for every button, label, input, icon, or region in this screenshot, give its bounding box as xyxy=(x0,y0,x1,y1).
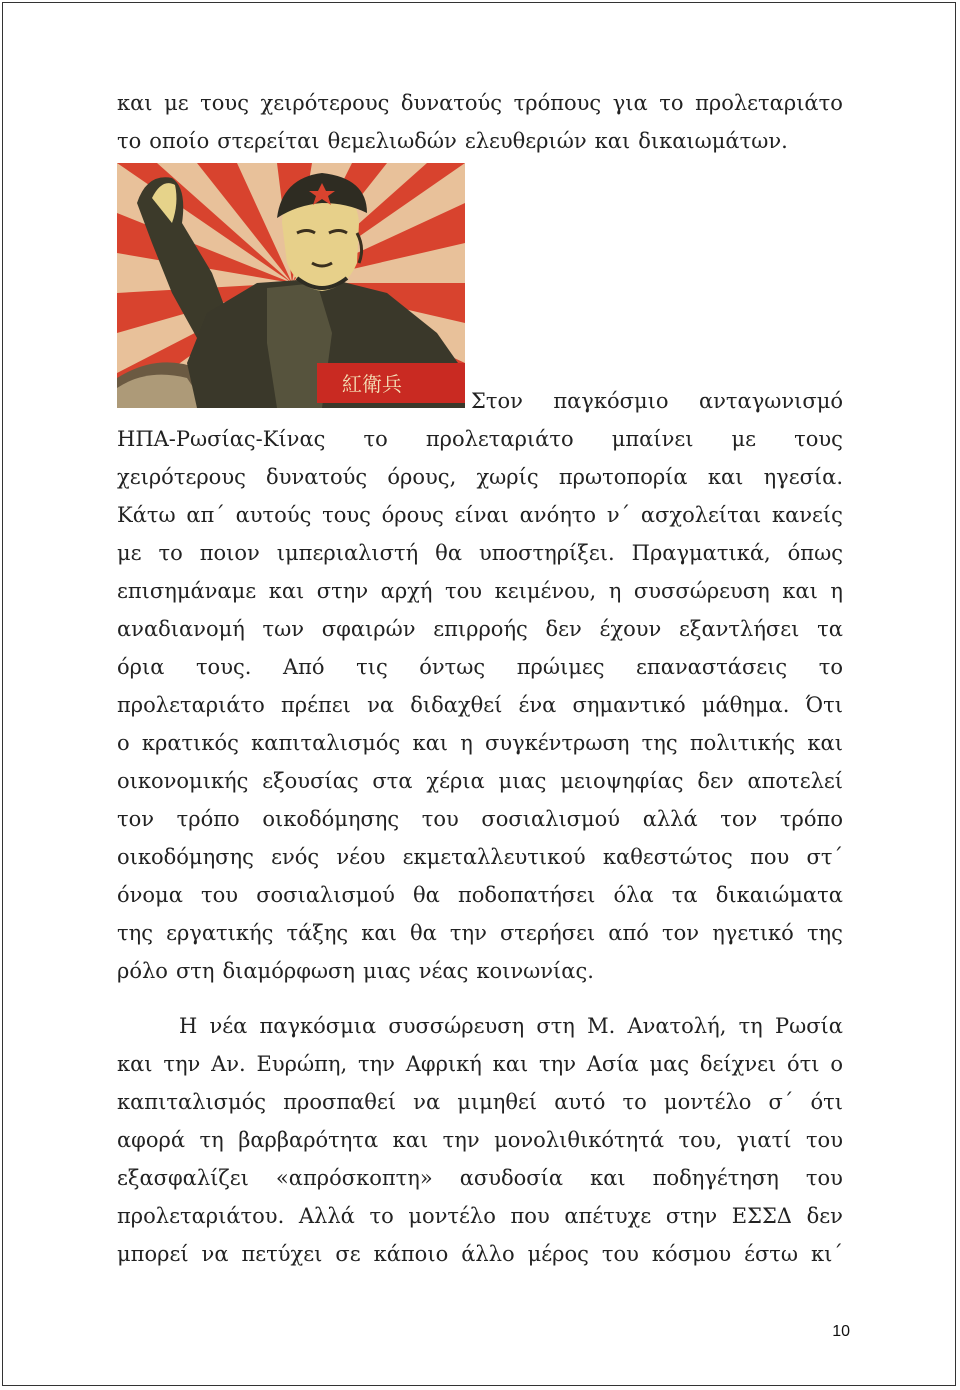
word: υποστηρίξει. xyxy=(478,541,615,565)
text-line xyxy=(117,686,843,724)
word: Αφρική xyxy=(405,1052,482,1076)
word: Μ. xyxy=(587,1014,616,1038)
text-line xyxy=(117,762,843,800)
word: πολιτικής xyxy=(689,731,796,755)
word: πρωτοπορία xyxy=(558,465,688,489)
word: προλεταριάτο xyxy=(117,693,265,717)
text-line xyxy=(117,800,843,838)
word: ιμπεριαλιστή xyxy=(276,541,419,565)
word: Κάτω xyxy=(117,503,176,527)
word: ανόητο xyxy=(519,503,597,527)
word: την xyxy=(539,1052,576,1076)
word: θεμελιωδών xyxy=(327,129,457,153)
word: της xyxy=(641,731,678,755)
propaganda-poster-image xyxy=(117,163,465,408)
word: ο xyxy=(117,731,130,755)
word: με xyxy=(117,541,142,565)
word: με xyxy=(164,91,189,115)
word: εργατικής xyxy=(166,921,274,945)
word: τα xyxy=(671,883,698,907)
word: κρατικός xyxy=(141,731,239,755)
word: Ότι xyxy=(805,693,843,717)
word: ο xyxy=(830,1052,843,1076)
word: και xyxy=(782,579,818,603)
word: συσσώρευση xyxy=(388,1014,525,1038)
word: δείχνει xyxy=(699,1052,777,1076)
word: εξασφαλίζει xyxy=(117,1166,249,1190)
word: χωρίς xyxy=(476,465,539,489)
word: διαμόρφωση xyxy=(222,959,355,983)
paragraph-2 xyxy=(117,382,843,990)
word: ασυδοσία xyxy=(459,1166,564,1190)
word: που xyxy=(510,1204,550,1228)
word: του xyxy=(201,883,239,907)
word: συσσώρευση xyxy=(633,579,770,603)
word: των xyxy=(262,617,305,641)
word: στην xyxy=(316,579,369,603)
word: συγκέντρωση xyxy=(485,731,630,755)
word: τον xyxy=(117,807,155,831)
word: αυτούς xyxy=(235,503,312,527)
word: γιατί xyxy=(736,1128,792,1152)
word: μιας xyxy=(498,769,547,793)
word: αρχή xyxy=(380,579,433,603)
text-line xyxy=(117,838,843,876)
word: άλλο xyxy=(461,1242,515,1266)
word: και xyxy=(594,129,631,153)
word: προλεταριάτο xyxy=(695,91,843,115)
word: το xyxy=(622,1090,647,1114)
word: τρόπο xyxy=(779,807,843,831)
text-line xyxy=(117,534,843,572)
word: στη xyxy=(536,1014,575,1038)
word: θα xyxy=(435,541,462,565)
word: όρια xyxy=(117,655,165,679)
text-line xyxy=(117,1121,843,1159)
armband-text: 紅衛兵 xyxy=(342,372,402,396)
word: διδαχθεί xyxy=(410,693,503,717)
word: δυνατούς xyxy=(266,465,368,489)
word: νέα xyxy=(209,1014,248,1038)
word: ηγετικό xyxy=(712,921,794,945)
word: αυτό xyxy=(554,1090,606,1114)
page-number: 10 xyxy=(832,1323,850,1340)
word: να xyxy=(413,1090,441,1114)
text-line xyxy=(117,420,843,458)
text-line xyxy=(117,1045,843,1083)
word: κειμένου, xyxy=(494,579,597,603)
word: τους. xyxy=(195,655,252,679)
word: Πραγματικά, xyxy=(631,541,771,565)
word: και xyxy=(590,1166,626,1190)
text-line xyxy=(117,610,843,648)
word: του xyxy=(805,1128,843,1152)
word: μιας xyxy=(362,959,411,983)
word: κοινωνίας. xyxy=(476,959,594,983)
text-line xyxy=(117,876,843,914)
word: απέτυχε xyxy=(564,1204,652,1228)
word: την xyxy=(442,1128,480,1152)
word: το xyxy=(158,541,183,565)
word: αποτελεί xyxy=(747,769,843,793)
word: της xyxy=(806,921,843,945)
word: Ευρώπη, xyxy=(256,1052,348,1076)
word: το xyxy=(659,91,684,115)
word: βαρβαρότητα xyxy=(238,1128,379,1152)
word: και xyxy=(361,921,397,945)
word: θα xyxy=(413,883,440,907)
word: η xyxy=(608,579,622,603)
text-line xyxy=(117,458,843,496)
word: τη xyxy=(199,1128,224,1152)
word: κι΄ xyxy=(811,1242,843,1266)
word: του xyxy=(445,579,483,603)
word: του, xyxy=(678,1128,723,1152)
word: την xyxy=(163,1052,201,1076)
word: καθεστώτος xyxy=(602,845,733,869)
text-line xyxy=(117,572,843,610)
word: μέρος xyxy=(527,1242,589,1266)
word: Αν. xyxy=(211,1052,246,1076)
word: την xyxy=(357,1052,395,1076)
word: στην xyxy=(665,1204,718,1228)
word: του xyxy=(805,1166,843,1190)
word: Ασία xyxy=(586,1052,639,1076)
word: οποίο xyxy=(149,129,210,153)
word: στερήσει xyxy=(499,921,596,945)
word: το xyxy=(363,427,388,451)
word: ηγεσία. xyxy=(763,465,843,489)
word: χειρότερους xyxy=(260,91,390,115)
word: μοντέλο xyxy=(663,1090,752,1114)
word: και xyxy=(707,465,744,489)
word: Ρωσία xyxy=(774,1014,843,1038)
word: προλεταριάτο xyxy=(425,427,574,451)
word: νέου xyxy=(336,845,386,869)
word: ανταγωνισμό xyxy=(698,389,843,413)
word: ενός xyxy=(271,845,320,869)
text-line xyxy=(117,914,843,952)
word: εκμεταλλευτικού xyxy=(402,845,586,869)
word: όπως xyxy=(787,541,843,565)
word: Αλλά xyxy=(298,1204,355,1228)
word: και xyxy=(492,1052,529,1076)
word: σημαντικό xyxy=(572,693,686,717)
word: δικαιώματα xyxy=(715,883,843,907)
word: σε xyxy=(335,1242,361,1266)
word: του xyxy=(421,807,459,831)
word: Η xyxy=(179,1014,198,1038)
word: σοσιαλισμού xyxy=(256,883,395,907)
word: την xyxy=(449,921,487,945)
text-line xyxy=(117,1007,843,1045)
word: να xyxy=(201,1242,229,1266)
word: και xyxy=(117,1052,153,1076)
word: και xyxy=(117,91,153,115)
word: εξουσίας xyxy=(262,769,359,793)
word: σφαιρών xyxy=(321,617,416,641)
word: Από xyxy=(282,655,325,679)
word: δεν xyxy=(697,769,734,793)
word: η xyxy=(830,579,843,603)
text-line xyxy=(117,382,843,420)
word: προλεταριάτου. xyxy=(117,1204,285,1228)
word: δεν xyxy=(545,617,582,641)
word: ότι xyxy=(810,1090,843,1114)
word: μοντέλο xyxy=(408,1204,496,1228)
word: ένα xyxy=(518,693,557,717)
word: σοσιαλισμού xyxy=(481,807,621,831)
word: το xyxy=(117,129,142,153)
word: ΗΠΑ-Ρωσίας-Κίνας xyxy=(117,427,326,451)
word: μας xyxy=(649,1052,690,1076)
word: δικαιωμάτων. xyxy=(638,129,788,153)
text-line xyxy=(117,648,843,686)
word: ποδηγέτηση xyxy=(652,1166,779,1190)
text-line xyxy=(117,122,843,160)
word: όνομα xyxy=(117,883,183,907)
word: ρόλο xyxy=(117,959,168,983)
word: σ΄ xyxy=(768,1090,794,1114)
text-line xyxy=(117,1083,843,1121)
word: τους xyxy=(794,427,843,451)
word: που xyxy=(750,845,790,869)
text-line xyxy=(117,1235,843,1273)
word: δεν xyxy=(806,1204,843,1228)
word: μονολιθικότητά xyxy=(494,1128,664,1152)
word: για xyxy=(612,91,648,115)
word: τον xyxy=(720,807,758,831)
paragraph-1 xyxy=(117,84,843,160)
word: ελευθεριών xyxy=(464,129,587,153)
word: προσπαθεί xyxy=(283,1090,397,1114)
word: μιμηθεί xyxy=(457,1090,538,1114)
word: πετύχει xyxy=(241,1242,323,1266)
word: στη xyxy=(175,959,215,983)
word: «απρόσκοπτη» xyxy=(275,1166,433,1190)
word: μπορεί xyxy=(117,1242,189,1266)
word: κανείς xyxy=(771,503,843,527)
text-line xyxy=(117,84,843,122)
word: με xyxy=(731,427,757,451)
word: οικονομικής xyxy=(117,769,249,793)
word: επιρροής xyxy=(433,617,528,641)
word: τις xyxy=(356,655,388,679)
word: Ανατολή, xyxy=(627,1014,727,1038)
word: όρους, xyxy=(387,465,457,489)
word: καπιταλισμός xyxy=(251,731,401,755)
word: το xyxy=(818,655,843,679)
word: καπιταλισμός xyxy=(117,1090,267,1114)
text-line xyxy=(117,952,843,990)
word: από xyxy=(608,921,649,945)
word: και xyxy=(392,1128,429,1152)
word: στα xyxy=(372,769,413,793)
word: και xyxy=(412,731,448,755)
word: ν΄ xyxy=(606,503,631,527)
paragraph-3 xyxy=(117,1007,843,1273)
word: απ΄ xyxy=(186,503,225,527)
word: παγκόσμια xyxy=(259,1014,377,1038)
word: και xyxy=(268,579,305,603)
word: επαναστάσεις xyxy=(636,655,788,679)
word: όλα xyxy=(613,883,654,907)
word: τρόπο xyxy=(176,807,240,831)
word: οικοδόμησης xyxy=(262,807,400,831)
word: το xyxy=(369,1204,394,1228)
text-line xyxy=(117,496,843,534)
word: αναδιανομή xyxy=(117,617,245,641)
word: κόσμου xyxy=(651,1242,732,1266)
word: όντως xyxy=(419,655,486,679)
word: χέρια xyxy=(426,769,485,793)
word: πρέπει xyxy=(280,693,351,717)
word: στ΄ xyxy=(806,845,843,869)
word: Στον xyxy=(471,389,523,413)
word: ΕΣΣΔ xyxy=(731,1204,792,1228)
word: τάξης xyxy=(286,921,349,945)
word: μειοψηφίας xyxy=(560,769,684,793)
word: του xyxy=(601,1242,639,1266)
word: θα xyxy=(409,921,437,945)
word: η xyxy=(460,731,473,755)
word: οικοδόμησης xyxy=(117,845,254,869)
word: αλλά xyxy=(642,807,698,831)
word: τα xyxy=(817,617,843,641)
word: τρόπους xyxy=(513,91,602,115)
word: ποδοπατήσει xyxy=(457,883,596,907)
word: να xyxy=(367,693,395,717)
word: πρώιμες xyxy=(516,655,605,679)
word: χειρότερους xyxy=(117,465,246,489)
word: παγκόσμιο xyxy=(553,389,669,413)
word: τους xyxy=(200,91,249,115)
word: ασχολείται xyxy=(640,503,762,527)
text-line xyxy=(117,1159,843,1197)
word: νέας xyxy=(418,959,469,983)
word: και xyxy=(807,731,843,755)
word: μάθημα. xyxy=(701,693,790,717)
word: είναι xyxy=(454,503,509,527)
word: τους xyxy=(322,503,371,527)
word: της xyxy=(117,921,153,945)
word: ποιον xyxy=(199,541,260,565)
word: όρους xyxy=(381,503,444,527)
text-line xyxy=(117,1197,843,1235)
word: εξαντλήσει xyxy=(679,617,800,641)
word: έχουν xyxy=(599,617,662,641)
word: ότι xyxy=(787,1052,820,1076)
word: τη xyxy=(738,1014,763,1038)
text-line xyxy=(117,724,843,762)
word: επισημάναμε xyxy=(117,579,257,603)
word: μπαίνει xyxy=(611,427,694,451)
word: τον xyxy=(662,921,700,945)
word: έστω xyxy=(744,1242,799,1266)
word: αφορά xyxy=(117,1128,186,1152)
word: στερείται xyxy=(217,129,320,153)
word: δυνατούς xyxy=(400,91,503,115)
word: κάποιο xyxy=(373,1242,449,1266)
